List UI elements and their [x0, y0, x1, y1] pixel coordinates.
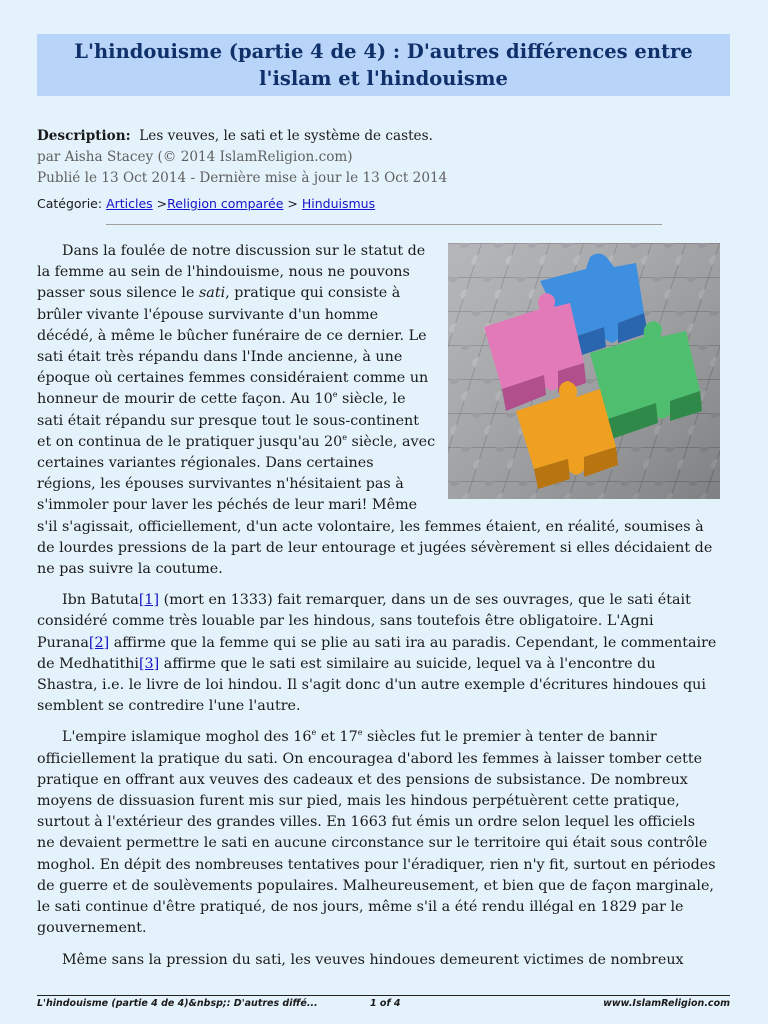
text-run: Même sans la pression du sati, les veuves hindoues demeurent victimes de nombreux: [62, 951, 684, 968]
page-footer: [37, 995, 730, 1012]
superscript: e: [357, 728, 363, 738]
category-link-hinduismus[interactable]: Hinduismus: [301, 196, 376, 211]
superscript: e: [332, 390, 338, 400]
text-run: siècle, avec certaines variantes régionales. Dans certaines régions, les épouses survivantes n'hésitaient pas à s'immoler pour laver les péchés de leur mari! Même s'il s'agissait, officiellement, d'un acte volontaire, les femmes étaient, en réalité, soumises à de lourdes pressions de la part de leur entourage et jugées sévèrement si elles décidaient de ne pas suivre la coutume.: [37, 433, 713, 578]
title-banner: [37, 34, 730, 96]
category-link-religion-comparee[interactable]: Religion comparée: [167, 196, 284, 211]
text-run: et 17: [316, 729, 358, 746]
puzzle-image: [448, 243, 720, 499]
text-run: (mort en 1333) fait remarquer, dans un de ses ouvrages, que le sati était considéré comme très louable par les hindous, sans toutefois être obligatoire. L'Agni Purana: [37, 592, 691, 651]
footnote-link-2[interactable]: [2]: [88, 634, 110, 651]
text-run: , pratique qui consiste à brûler vivante l'épouse survivante d'un homme décédé, à même le bûcher funéraire de ce dernier. Le sati était très répandu dans l'Inde ancienne, à une époque où certaines femmes considéraient comme un honneur de mourir de cette façon. Au 10: [37, 285, 429, 408]
author-line: par Aisha Stacey (© 2014 IslamReligion.com): [37, 149, 353, 165]
text-run: siècles fut le premier à tenter de bannir officiellement la pratique du sati. On encouragea d'abord les femmes à laisser tomber cette pratique en offrant aux veuves des cadeaux et des pensions de subsistance. De nombreux moyens de dissuasion furent mis sur pied, mais les hindous perpétuèrent cette pratique, surtout à l'extérieur des grandes villes. En 1663 fut émis un ordre selon lequel les officiels ne devaient permettre le sati en aucune circonstance sur le territoire qui était sous contrôle moghol. En dépit des nombreuses tentatives pour l'éradiquer, rien n'y fit, surtout en périodes de guerre et de soulèvements populaires. Malheureusement, et bien que de façon marginale, le sati continue d'être pratiqué, de nos jours, même s'il a été rendu illégal en 1829 par le gouvernement.: [37, 729, 716, 937]
divider: [106, 224, 662, 225]
text-run: affirme que le sati est similaire au suicide, lequel va à l'encontre du Shastra, i.e. le livre de loi hindou. Il s'agit donc d'un autre exemple d'écritures hindoues qui semblent se contredire l'une l'autre.: [37, 655, 706, 715]
category-link-articles[interactable]: Articles: [106, 196, 153, 211]
page-title: L'hindouisme (partie 4 de 4) : D'autres différences entre l'islam et l'hindouisme: [74, 40, 693, 90]
category-line: [37, 193, 727, 214]
text-run: L'empire islamique moghol des 16: [62, 729, 312, 746]
footer-page-number: 1 of 4: [370, 998, 401, 1009]
footer-site: www.IslamReligion.com: [603, 998, 730, 1009]
description-text: Les veuves, le sati et le système de castes.: [139, 128, 433, 144]
text-run: Ibn Batuta: [62, 592, 139, 609]
category-separator: >: [287, 196, 298, 211]
footnote-link-3[interactable]: [3]: [138, 655, 160, 672]
article-meta: [37, 126, 727, 214]
paragraph-3: [37, 727, 717, 939]
superscript: e: [342, 433, 347, 443]
footer-title: L'hindouisme (partie 4 de 4)&nbsp;: D'autres diffé...: [37, 998, 318, 1009]
category-separator: >: [156, 196, 168, 211]
text-run: affirme que la femme qui se plie au sati ira au paradis. Cependant, le commentaire de Medhatithi: [37, 634, 717, 672]
article-body: [37, 241, 717, 981]
paragraph-4: [37, 950, 717, 971]
puzzle-illustration: [448, 243, 720, 499]
footnote-link-1[interactable]: [1]: [138, 592, 160, 609]
published-line: Publié le 13 Oct 2014 - Dernière mise à jour le 13 Oct 2014: [37, 170, 448, 186]
emphasis-sati: sati: [198, 285, 226, 302]
description-line: [37, 126, 727, 147]
category-label: Catégorie:: [37, 196, 103, 211]
paragraph-2: [37, 590, 717, 717]
text-run: Dans la foulée de notre discussion sur le statut de la femme au sein de l'hindouisme, nous ne pouvons passer sous silence le: [37, 243, 426, 302]
description-label: Description:: [37, 128, 131, 144]
superscript: e: [311, 728, 317, 738]
text-run: siècle, le sati était répandu sur presque tout le sous-continent et on continua de le pratiquer jusqu'au 20: [37, 391, 419, 450]
